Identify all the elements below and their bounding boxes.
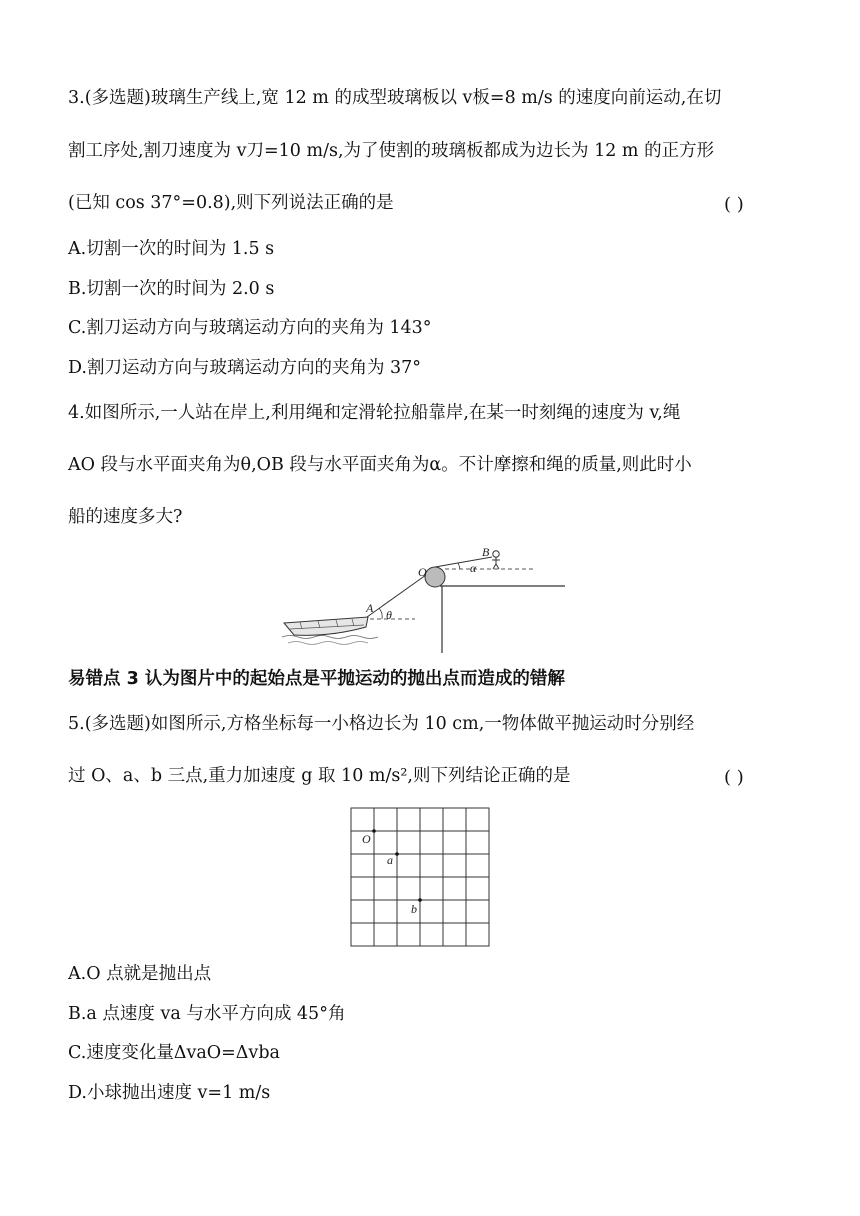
- q5-line-2: 过 O、a、b 三点,重力加速度 g 取 10 m/s²,则下列结论正确的是: [68, 766, 571, 786]
- q3-line-1: 3.(多选题)玻璃生产线上,宽 12 m 的成型玻璃板以 v板=8 m/s 的速度向前运动,在切: [68, 88, 722, 108]
- q3-option-c: C.割刀运动方向与玻璃运动方向的夹角为 143°: [68, 318, 432, 338]
- grid-lines: [351, 808, 489, 946]
- label-alpha: α: [470, 561, 477, 575]
- q3-option-d: D.割刀运动方向与玻璃运动方向的夹角为 37°: [68, 358, 422, 378]
- point-o: [372, 829, 376, 833]
- q4-line-2: AO 段与水平面夹角为θ,OB 段与水平面夹角为α。不计摩擦和绳的质量,则此时小: [68, 455, 692, 475]
- q4-line-1: 4.如图所示,一人站在岸上,利用绳和定滑轮拉船靠岸,在某一时刻绳的速度为 v,绳: [68, 403, 681, 423]
- grid-label-a: a: [387, 853, 393, 867]
- theta-arc: [379, 608, 382, 619]
- point-a: [395, 852, 399, 856]
- q5-line-1: 5.(多选题)如图所示,方格坐标每一小格边长为 10 cm,一物体做平抛运动时分别经: [68, 714, 695, 734]
- alpha-arc: [458, 563, 460, 569]
- grid-label-b: b: [411, 902, 417, 916]
- label-b: B: [482, 545, 490, 559]
- q5-option-d: D.小球抛出速度 v=1 m/s: [68, 1083, 271, 1103]
- q5-option-b: B.a 点速度 va 与水平方向成 45°角: [68, 1004, 346, 1024]
- grid-figure: [350, 807, 492, 949]
- pulley-icon: [425, 567, 445, 587]
- q4-line-3: 船的速度多大?: [68, 507, 183, 527]
- label-theta: θ: [386, 608, 392, 622]
- point-b: [418, 898, 422, 902]
- label-a: A: [366, 601, 374, 615]
- person-icon: [492, 551, 500, 569]
- rope-ao: [367, 575, 426, 617]
- label-o: O: [418, 565, 427, 579]
- grid-label-o: O: [362, 832, 371, 846]
- q5-option-a: A.O 点就是抛出点: [68, 964, 212, 984]
- boat-icon: [282, 617, 378, 645]
- q3-option-b: B.切割一次的时间为 2.0 s: [68, 279, 275, 299]
- pulley-boat-figure: [270, 545, 570, 655]
- q5-option-c: C.速度变化量ΔvaO=Δvba: [68, 1043, 280, 1063]
- q3-answer-paren: ( ): [724, 194, 744, 215]
- section-heading: 易错点 3 认为图片中的起始点是平抛运动的抛出点而造成的错解: [68, 669, 565, 689]
- q3-line-3: (已知 cos 37°=0.8),则下列说法正确的是: [68, 193, 394, 213]
- q3-line-2: 割工序处,割刀速度为 v刀=10 m/s,为了使割的玻璃板都成为边长为 12 m 的正方形: [68, 141, 715, 161]
- q3-option-a: A.切割一次的时间为 1.5 s: [68, 239, 275, 259]
- q5-answer-paren: ( ): [724, 767, 744, 788]
